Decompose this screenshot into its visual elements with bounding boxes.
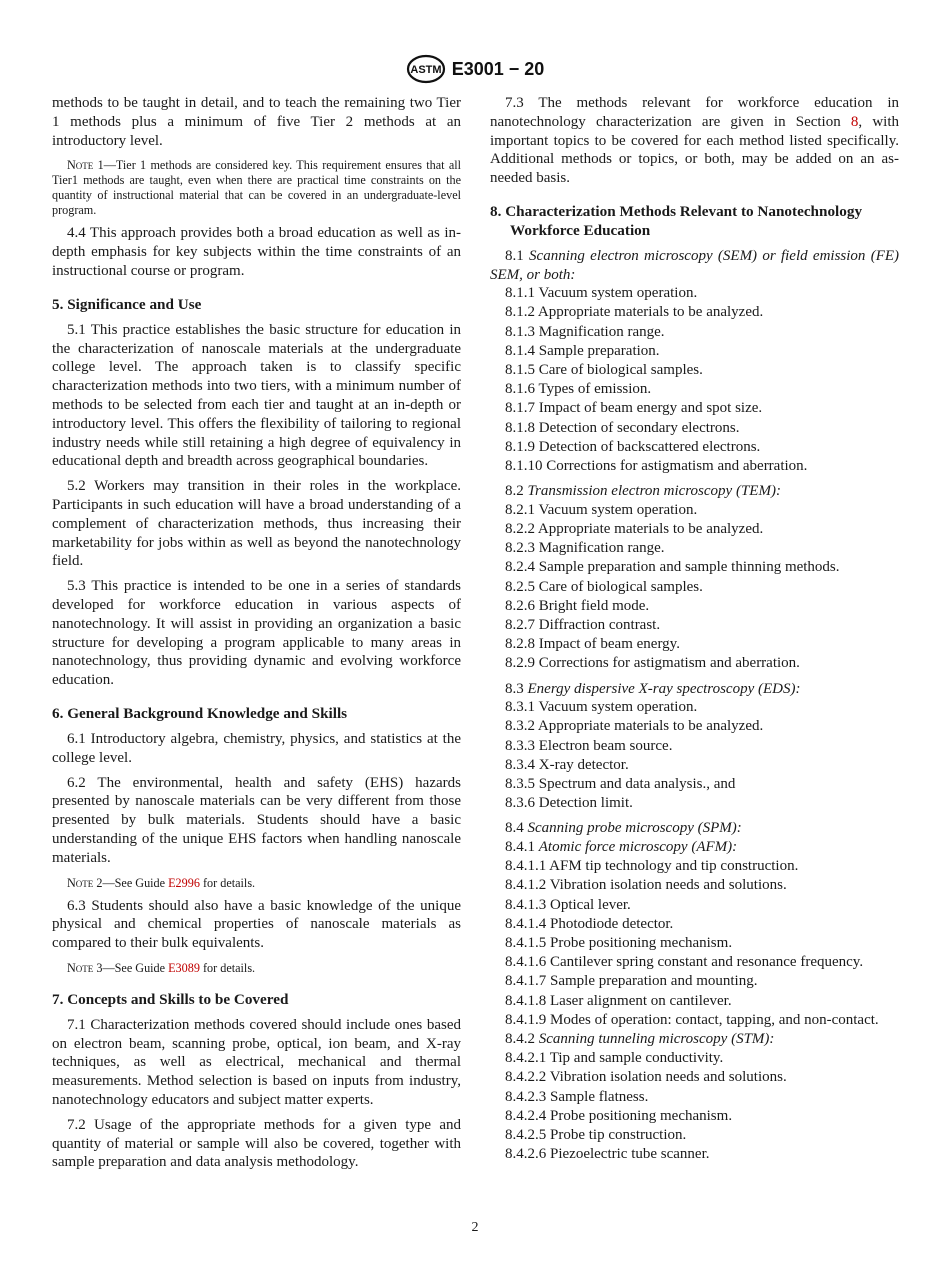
list-item: 8.4.1.9 Modes of operation: contact, tapping, and non-contact. <box>505 1011 879 1028</box>
note-3 <box>52 961 461 976</box>
paragraph-intro: methods to be taught in detail, and to teach the remaining two Tier 1 methods plus a minimum of five Tier 2 methods at an introductory level. <box>52 95 461 149</box>
list-8-4-2 <box>490 1049 899 1164</box>
list-item: 8.4.1.1 AFM tip technology and tip construction. <box>505 858 799 875</box>
section-8-heading: 8. Characterization Methods Relevant to Nanotechnology Workforce Education <box>490 202 863 239</box>
list-item: 8.1.3 Magnification range. <box>505 323 665 340</box>
paragraph-6-1: 6.1 Introductory algebra, chemistry, physics, and statistics at the college level. <box>52 730 461 766</box>
note-2-post: for details. <box>199 875 256 890</box>
list-item: 8.2.5 Care of biological samples. <box>505 578 703 595</box>
list-8-1 <box>490 284 899 476</box>
paragraph-6-2: 6.2 The environmental, health and safety (EHS) hazards presented by nanoscale materials can be very different from those presented by bulk materials. Students should have a basic understanding of the unique EHS factors when handling nanoscale materials. <box>52 774 461 866</box>
logo-text: ASTM <box>410 64 442 76</box>
list-item: 8.4.2.1 Tip and sample conductivity. <box>505 1050 724 1067</box>
section-6-heading: 6. General Background Knowledge and Skills <box>52 704 348 722</box>
list-item: 8.4.1.6 Cantilever spring constant and resonance frequency. <box>505 954 864 971</box>
subsection-8-2: 8.2 Transmission electron microscopy (TEM): <box>505 483 781 500</box>
list-item: 8.1.1 Vacuum system operation. <box>505 285 698 302</box>
list-item: 8.4.1.4 Photodiode detector. <box>505 915 674 932</box>
list-item: 8.4.2.3 Sample flatness. <box>505 1088 649 1105</box>
subsection-8-1: 8.1 Scanning electron microscopy (SEM) or field emission (FE) SEM, or both: <box>490 247 900 283</box>
list-item: 8.2.8 Impact of beam energy. <box>505 636 680 653</box>
list-item: 8.4.2.4 Probe positioning mechanism. <box>505 1107 733 1124</box>
paragraph-7-1: 7.1 Characterization methods covered should include ones based on electron beam, scanning probe, optical, ion beam, and X-ray techniques, as well as electrical, mechanical and thermal measurements. Method selection is based on inputs from industry, nanotechnology educators and subject matter experts. <box>52 1016 461 1109</box>
list-item: 8.2.2 Appropriate materials to be analyzed. <box>505 521 764 537</box>
note-2 <box>52 876 461 891</box>
list-item: 8.1.5 Care of biological samples. <box>505 361 703 378</box>
guide-e3089-link[interactable]: E3089 <box>168 960 200 975</box>
list-item: 8.4.2.6 Piezoelectric tube scanner. <box>505 1146 710 1163</box>
subsection-8-3: 8.3 Energy dispersive X-ray spectroscopy (EDS): <box>505 680 801 697</box>
list-item: 8.1.6 Types of emission. <box>505 381 652 398</box>
list-item: 8.3.2 Appropriate materials to be analyzed. <box>505 718 764 735</box>
list-item: 8.4.2.2 Vibration isolation needs and solutions. <box>505 1069 787 1086</box>
page-number: 2 <box>471 1220 479 1235</box>
list-item: 8.3.3 Electron beam source. <box>505 737 673 754</box>
subsection-8-4-2: 8.4.2 Scanning tunneling microscopy (STM): <box>505 1031 775 1048</box>
note-3-pre: —See Guide <box>102 960 169 975</box>
paragraph-5-3: 5.3 This practice is intended to be one in a series of standards developed for workforce education in various aspects of nanotechnology. It will assist in providing an organization a basic structure for developing a program applicable to many areas in nanotechnology, thus providing dynamic and evolving workforce education. <box>52 578 461 689</box>
note-2-pre: —See Guide <box>102 875 169 890</box>
list-8-4-1 <box>490 857 899 1030</box>
list-item: 8.2.6 Bright field mode. <box>505 597 650 614</box>
list-item: 8.2.3 Magnification range. <box>505 540 665 557</box>
list-8-3 <box>490 698 899 813</box>
list-item: 8.4.1.3 Optical lever. <box>505 896 631 913</box>
note-1 <box>52 158 461 218</box>
page-header <box>0 54 950 84</box>
list-item: 8.1.8 Detection of secondary electrons. <box>505 419 740 436</box>
right-column <box>490 94 899 1164</box>
paragraph-5-1: 5.1 This practice establishes the basic structure for education in the characterization of nanoscale materials at the undergraduate college level. The approach taken is to classify specific characterization methods into two tiers, with a minimum number of methods to be selected from each tier and taught at an in-depth or introductory level. This offers the flexibility of tailoring to regional industry needs while still retaining a high degree of equivalency in educational depth and breadth across geographical boundaries. <box>52 321 461 470</box>
section-8-link[interactable]: 8 <box>850 113 859 130</box>
list-item: 8.1.10 Corrections for astigmatism and aberration. <box>505 458 808 474</box>
list-item: 8.3.4 X-ray detector. <box>505 756 629 773</box>
paragraph-7-2: 7.2 Usage of the appropriate methods for a given type and quantity of material or sample will also be covered, together with sample preparation and data analysis methodology. <box>52 1116 461 1171</box>
list-item: 8.4.1.2 Vibration isolation needs and solutions. <box>505 877 787 894</box>
list-item: 8.2.9 Corrections for astigmatism and aberration. <box>505 655 800 672</box>
subsection-8-4: 8.4 Scanning probe microscopy (SPM): <box>505 820 742 837</box>
note-3-post: for details. <box>199 960 256 975</box>
list-item: 8.2.1 Vacuum system operation. <box>505 501 698 518</box>
left-column <box>52 94 461 1178</box>
list-item: 8.3.1 Vacuum system operation. <box>505 699 698 716</box>
note-3-label: Note 3 <box>67 960 103 975</box>
list-8-2 <box>490 501 899 674</box>
list-item: 8.3.5 Spectrum and data analysis., and <box>505 776 736 793</box>
paragraph-5-2: 5.2 Workers may transition in their roles in the workplace. Participants in such education will have a broad understanding of a complement of characterization methods, thus increasing their marketability for jobs within as well as beyond the nanotechnology field. <box>52 478 461 570</box>
list-item: 8.4.1.8 Laser alignment on cantilever. <box>505 992 732 1009</box>
list-item: 8.1.7 Impact of beam energy and spot size. <box>505 400 763 417</box>
paragraph-6-3: 6.3 Students should also have a basic knowledge of the unique physical and chemical properties of nanoscale materials as compared to their bulk equivalents. <box>52 897 461 952</box>
list-item: 8.2.7 Diffraction contrast. <box>505 617 661 634</box>
paragraph-4-4: 4.4 This approach provides both a broad education as well as in-depth emphasis for key subjects within the time constraints of an instructional course or program. <box>52 225 461 279</box>
section-5-heading: 5. Significance and Use <box>52 295 202 313</box>
list-item: 8.4.1.5 Probe positioning mechanism. <box>505 935 733 952</box>
section-7-heading: 7. Concepts and Skills to be Covered <box>52 990 289 1008</box>
note-1-text: —Tier 1 methods are considered key. This requirement ensures that all Tier1 methods are taught, even when there are practical time constraints on the quantity of instructional material that can be covered in an undergraduate-level program. <box>52 158 462 218</box>
astm-logo-icon <box>406 54 446 84</box>
guide-e2996-link[interactable]: E2996 <box>168 875 200 890</box>
standard-designation: E3001 − 20 <box>451 58 545 79</box>
list-item: 8.1.9 Detection of backscattered electrons. <box>505 438 761 455</box>
list-item: 8.4.2.5 Probe tip construction. <box>505 1127 687 1144</box>
list-item: 8.1.4 Sample preparation. <box>505 342 660 359</box>
list-item: 8.3.6 Detection limit. <box>505 795 633 812</box>
paragraph-7-3: 7.3 The methods relevant for workforce education in nanotechnology characterization are given in Section 8, with important topics to be covered for each method listed specifically. Additional methods or topics, or both, may be added on an as-needed basis. <box>490 95 899 187</box>
list-item: 8.1.2 Appropriate materials to be analyzed. <box>505 304 764 321</box>
list-item: 8.4.1.7 Sample preparation and mounting. <box>505 973 758 990</box>
subsection-8-4-1: 8.4.1 Atomic force microscopy (AFM): <box>505 839 738 856</box>
list-item: 8.2.4 Sample preparation and sample thinning methods. <box>505 559 840 576</box>
note-1-label: Note 1 <box>67 158 104 173</box>
note-2-label: Note 2 <box>67 875 103 890</box>
